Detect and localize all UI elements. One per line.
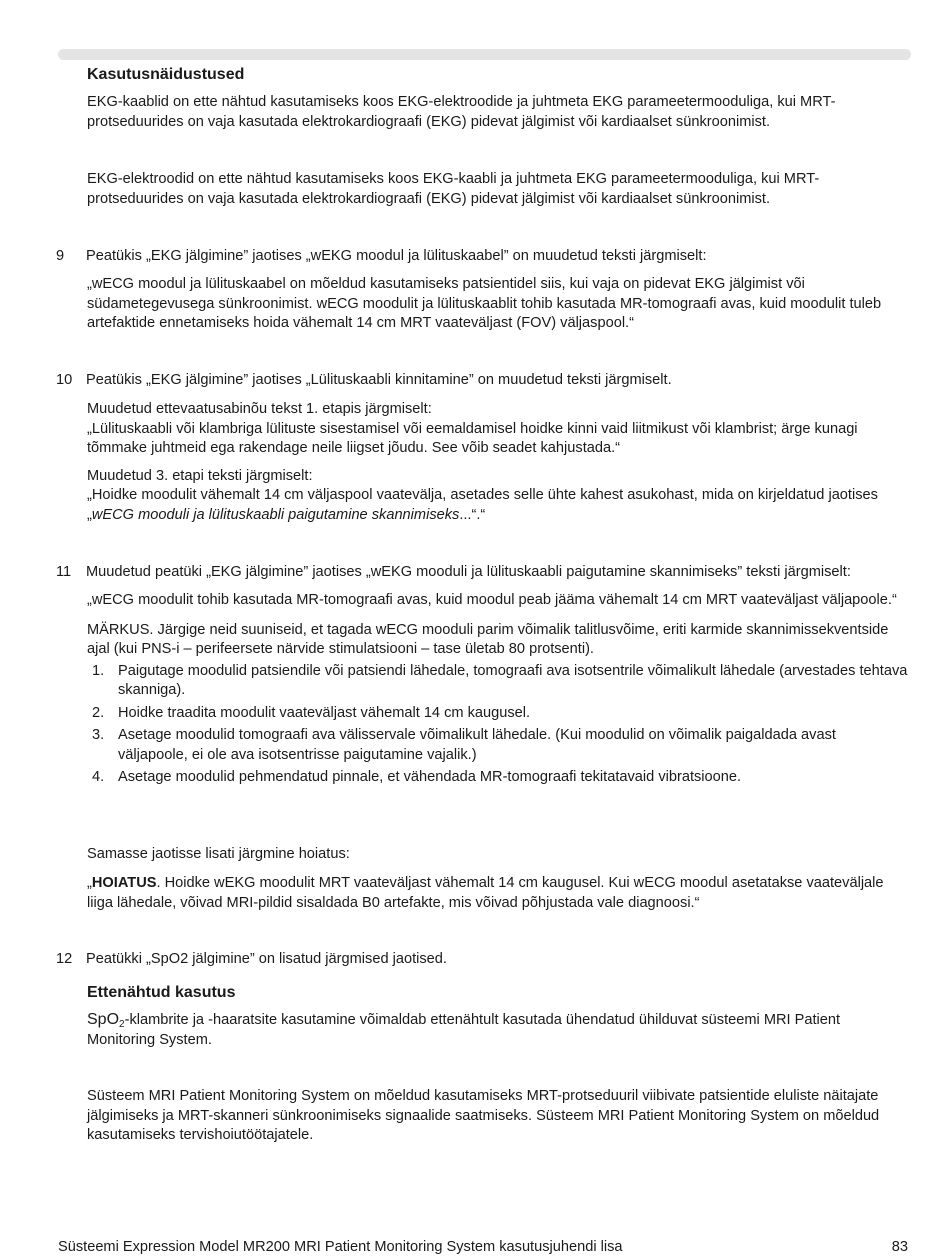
- item-title: Peatükis „EKG jälgimine” jaotises „wEKG moodul ja lülituskaabel” on muudetud teksti järgmiselt:: [86, 248, 707, 264]
- amendment-text: „Lülituskaabli või klambriga lülituste sisestamisel või eemaldamisel hoidke kinni vaid liitmikust või klambrist; ärge kunagi tõmmake juhtmeid ega rakendage neile liigset jõudu. See võib seadet kahjustada.“: [87, 420, 858, 456]
- section-heading: Kasutusnäidustused: [87, 66, 245, 83]
- amendment-intro: Muudetud 3. etapi teksti järgmiselt:: [87, 467, 313, 484]
- item-number: 9: [56, 248, 65, 264]
- quote-block: [87, 591, 909, 791]
- quote-text: „wECG moodul ja lülituskaabel on mõeldud kasutamiseks patsientidel siis, kui vaja on pidevat EKG jälgimist või südametegevusega sünkroonimist. wECG moodulit ja lülituskaablit tohib kasutada MR-tomograafi avas, kuid moodulit tuleb artefaktide ennetamiseks hoida vähemalt 14 cm MRT vaateväljast (FOV) väljaspool.“: [87, 276, 882, 331]
- section-intended-use: [87, 982, 909, 1050]
- warning-text: „HOIATUS. Hoidke wEKG moodulit MRT vaateväljast vähemalt 14 cm kaugusel. Kui wECG moodul asetatakse vaateväljale liiga lähedale, võivad MRI-pildid sisaldada B0 artefakte, mis võivad põhjustada vale diagnoosi.“: [87, 875, 884, 911]
- paragraph: EKG-kaablid on ette nähtud kasutamiseks koos EKG-elektroodide ja juhtmeta EKG parameetermooduliga, kui MRT-protseduurides on vaja kasutada elektrokardiograafi (EKG) pidevat jälgimist või kardiaalset sünkroonimist.: [87, 94, 836, 130]
- section-reference: wECG mooduli ja lülituskaabli paigutamine skannimiseks: [91, 506, 460, 523]
- guideline-list: [87, 662, 909, 788]
- note-text: MÄRKUS. Järgige neid suuniseid, et tagada wECG mooduli parim võimalik talitlusvõime, eriti karmide skannimissekventside ajal (kui PNS-i – perifeersete närvide stimulatsiooni – tase ületab 80 protsenti).: [87, 621, 889, 657]
- section-indications: [87, 64, 909, 132]
- item-title: Muudetud peatüki „EKG jälgimine” jaotises „wEKG mooduli ja lülituskaabli paigutamine skannimiseks” teksti järgmiselt:: [86, 564, 851, 580]
- paragraph: SpO$_2$-klambrite ja -haaratsite kasutamine võimaldab ettenähtult kasutada ühendatud ühilduvat süsteemi MRI Patient Monitoring System.: [87, 1011, 841, 1048]
- footer-title: Süsteemi Expression Model MR200 MRI Patient Monitoring System kasutusjuhendi lisa: [58, 1239, 623, 1255]
- quote-text: „wECG moodulit tohib kasutada MR-tomograafi avas, kuid moodul peab jääma vähemalt 14 cm MRT vaateväljast väljapoole.“: [87, 592, 897, 608]
- paragraph-block: [87, 170, 909, 209]
- paragraph: Samasse jaotisse lisati järgmine hoiatus:: [87, 846, 350, 862]
- list-item: 4. Asetage moodulid pehmendatud pinnale, et vähendada MR-tomograafi tekitatavaid vibratsioone.: [92, 769, 742, 785]
- warning-block: [87, 874, 909, 913]
- list-item: 2. Hoidke traadita moodulit vaateväljast vähemalt 14 cm kaugusel.: [92, 704, 531, 721]
- list-item: 1. Paigutage moodulid patsiendile või patsiendi lähedale, tomograafi ava isotsentrile võimalikult lähedale (arvestades tehtava skanniga).: [92, 662, 908, 698]
- amendment-text: „Hoidke moodulit vähemalt 14 cm väljaspool vaatevälja, asetades selle ühte kahest asukohast, mida on kirjeldatud jaotises „wECG mooduli ja lülituskaabli paigutamine skannimiseks...“.“: [87, 487, 878, 523]
- item-number: 11: [56, 564, 72, 580]
- item-number: 12: [56, 951, 73, 967]
- page-number: 83: [891, 1239, 908, 1255]
- list-item: 3. Asetage moodulid tomograafi ava välisservale võimalikult lähedale. (Kui moodulid on võimalik paigaldada avast väljapoole, ei ole ava isotsentrisse paigutamine vajalik.): [92, 727, 836, 763]
- top-divider-bar: [58, 49, 911, 60]
- section-heading: Ettenähtud kasutus: [87, 984, 236, 1001]
- paragraph-block: [87, 845, 909, 865]
- amendment-block: [87, 400, 909, 525]
- quote-block: [87, 275, 909, 334]
- item-number: 10: [56, 372, 73, 388]
- paragraph: Süsteem MRI Patient Monitoring System on mõeldud kasutamiseks MRT-protseduuril viibivate patsientide eluliste näitajate jälgimiseks ja MRT-skanneri sünkroonimiseks signaalide saatmiseks. Süsteem MRI Patient Monitoring System on mõeldud kasutamiseks tervishoiutöötajatele.: [87, 1088, 880, 1143]
- warning-label: HOIATUS: [91, 875, 157, 891]
- paragraph-block: [87, 1087, 909, 1146]
- item-title: Peatükki „SpO2 jälgimine” on lisatud järgmised jaotised.: [86, 951, 447, 967]
- item-title: Peatükis „EKG jälgimine” jaotises „Lülituskaabli kinnitamine” on muudetud teksti järgmiselt.: [86, 372, 672, 388]
- paragraph: EKG-elektroodid on ette nähtud kasutamiseks koos EKG-kaabli ja juhtmeta EKG parameetermooduliga, kui MRT-protseduurides on vaja kasutada elektrokardiograafi (EKG) pidevat jälgimist või kardiaalset sünkroonimist.: [87, 171, 820, 207]
- amendment-intro: Muudetud ettevaatusabinõu tekst 1. etapis järgmiselt:: [87, 401, 432, 417]
